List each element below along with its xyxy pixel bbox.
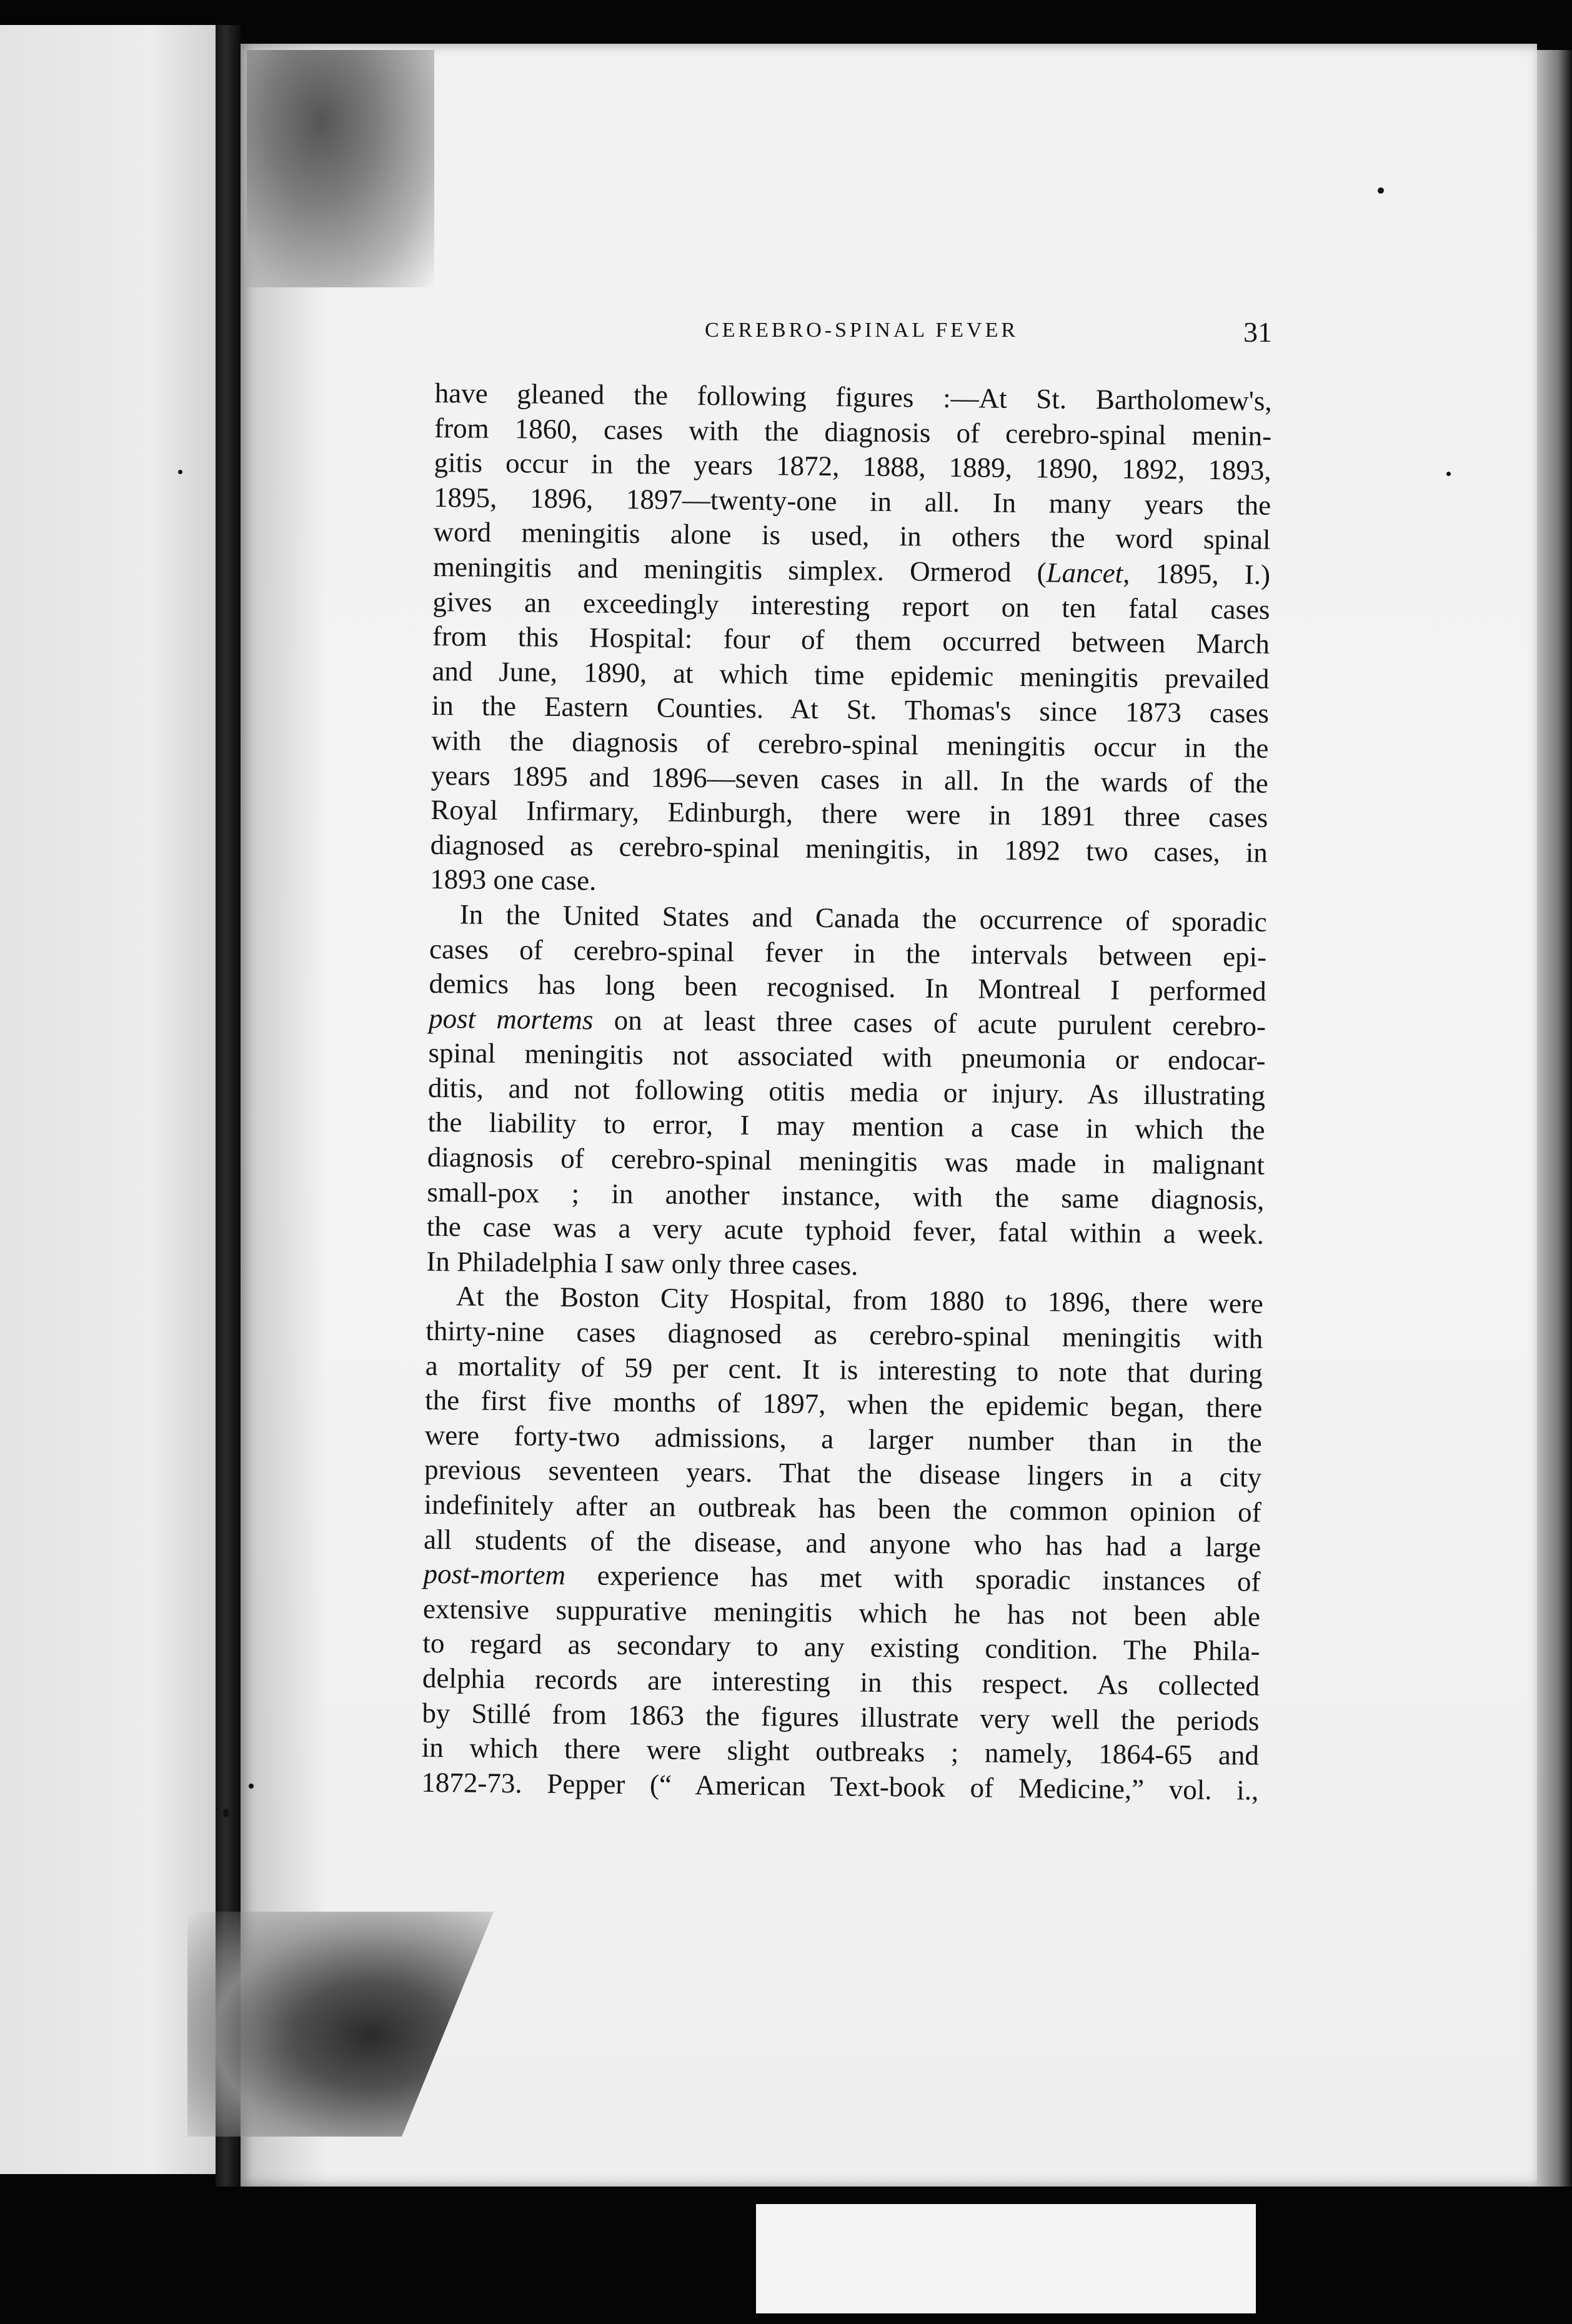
- text-line: In Philadelphia I saw only three cases.: [426, 1245, 858, 1281]
- text-line: diagnosed as cerebro-spinal meningitis, in 1892 two cases, in: [430, 828, 1268, 868]
- dust-speck: [223, 1809, 229, 1817]
- italic-run: Lancet: [1046, 557, 1123, 589]
- text-line: ditis, and not following otitis media or injury. As illustrating: [427, 1071, 1266, 1111]
- text-line: in which there were slight outbreaks ; namely, 1864-65 and: [421, 1732, 1260, 1771]
- text-line: indefinitely after an outbreak has been the common opinion of: [424, 1488, 1261, 1528]
- text-line: 1872-73. Pepper (“ American Text-book of Medicine,” vol. i.,: [421, 1766, 1259, 1806]
- text-line: in the Eastern Counties. At St. Thomas's since 1873 cases: [431, 690, 1270, 730]
- text-line: thirty-nine cases diagnosed as cerebro-spinal meningitis with: [425, 1314, 1263, 1354]
- text-line: delphia records are interesting in this respect. As collected: [422, 1662, 1260, 1702]
- text-line: 1893 one case.: [430, 863, 597, 896]
- text-line: the liability to error, I may mention a case in which the: [427, 1106, 1265, 1146]
- text-line: At the Boston City Hospital, from 1880 to 1896, there were: [455, 1280, 1264, 1320]
- facing-page-edge: [0, 25, 216, 2174]
- dust-speck: [178, 470, 182, 474]
- text-line: the first five months of 1897, when the epidemic began, there: [425, 1384, 1263, 1424]
- italic-run: post-mortem: [423, 1558, 566, 1591]
- text-run: experience has met with sporadic instances of: [565, 1559, 1261, 1597]
- text-line: from 1860, cases with the diagnosis of cerebro-spinal menin-: [434, 412, 1272, 452]
- dust-speck: [249, 1784, 254, 1789]
- text-run: on at least three cases of acute purulent cerebro-: [593, 1004, 1266, 1042]
- text-line: Royal Infirmary, Edinburgh, there were in 1891 three cases: [430, 794, 1268, 833]
- text-line: In the United States and Canada the occurrence of sporadic: [459, 898, 1267, 938]
- text-line: previous seventeen years. That the disease lingers in a city: [424, 1454, 1262, 1494]
- text-run: , 1895, I.): [1122, 557, 1271, 590]
- text-line: word meningitis alone is used, in others the word spinal: [433, 516, 1271, 556]
- text-line: were forty-two admissions, a larger number than in the: [424, 1419, 1262, 1459]
- text-line: demics has long been recognised. In Montreal I performed: [429, 968, 1266, 1007]
- text-line: gitis occur in the years 1872, 1888, 1889, 1890, 1892, 1893,: [434, 447, 1271, 487]
- italic-run: post mortems: [428, 1002, 594, 1036]
- text-line: cases of cerebro-spinal fever in the intervals between epi-: [429, 933, 1267, 973]
- body-text: [421, 376, 1272, 1808]
- text-line: a mortality of 59 per cent. It is interesting to note that during: [425, 1349, 1263, 1389]
- text-line: diagnosis of cerebro-spinal meningitis was made in malignant: [427, 1141, 1265, 1181]
- text-line: the case was a very acute typhoid fever, fatal within a week.: [426, 1211, 1265, 1251]
- gutter-shadow: [241, 44, 328, 2187]
- text-line: extensive suppurative meningitis which he has not been able: [422, 1592, 1261, 1632]
- paper-slip: [756, 2204, 1256, 2313]
- scan-stain-top: [247, 50, 434, 287]
- text-line: spinal meningitis not associated with pneumonia or endocar-: [428, 1037, 1266, 1077]
- book-gutter: [216, 25, 241, 2187]
- text-line: years 1895 and 1896—seven cases in all. In the wards of the: [430, 759, 1269, 799]
- dust-speck: [1446, 472, 1451, 476]
- page-number: 31: [1243, 316, 1272, 348]
- text-line: have gleaned the following figures :—At St. Bartholomew's,: [434, 377, 1272, 417]
- page-right-edge: [1537, 50, 1572, 2187]
- running-title: CEREBRO-SPINAL FEVER: [705, 319, 1019, 342]
- text-line: and June, 1890, at which time epidemic meningitis prevailed: [432, 655, 1270, 695]
- text-line: all students of the disease, and anyone who has had a large: [423, 1523, 1261, 1563]
- text-line: gives an exceedingly interesting report on ten fatal cases: [432, 585, 1270, 625]
- text-line: small-pox ; in another instance, with the same diagnosis,: [427, 1176, 1265, 1216]
- text-line: with the diagnosis of cerebro-spinal meningitis occur in the: [431, 724, 1269, 764]
- text-line: from this Hospital: four of them occurred between March: [432, 620, 1270, 660]
- text-line: 1895, 1896, 1897—twenty-one in all. In many years the: [433, 481, 1271, 521]
- text-line: to regard as secondary to any existing condition. The Phila-: [422, 1627, 1260, 1667]
- text-run: meningitis and meningitis simplex. Ormerod (: [432, 550, 1047, 588]
- dust-speck: [1378, 187, 1384, 194]
- text-line: by Stillé from 1863 the figures illustrate very well the periods: [422, 1697, 1260, 1737]
